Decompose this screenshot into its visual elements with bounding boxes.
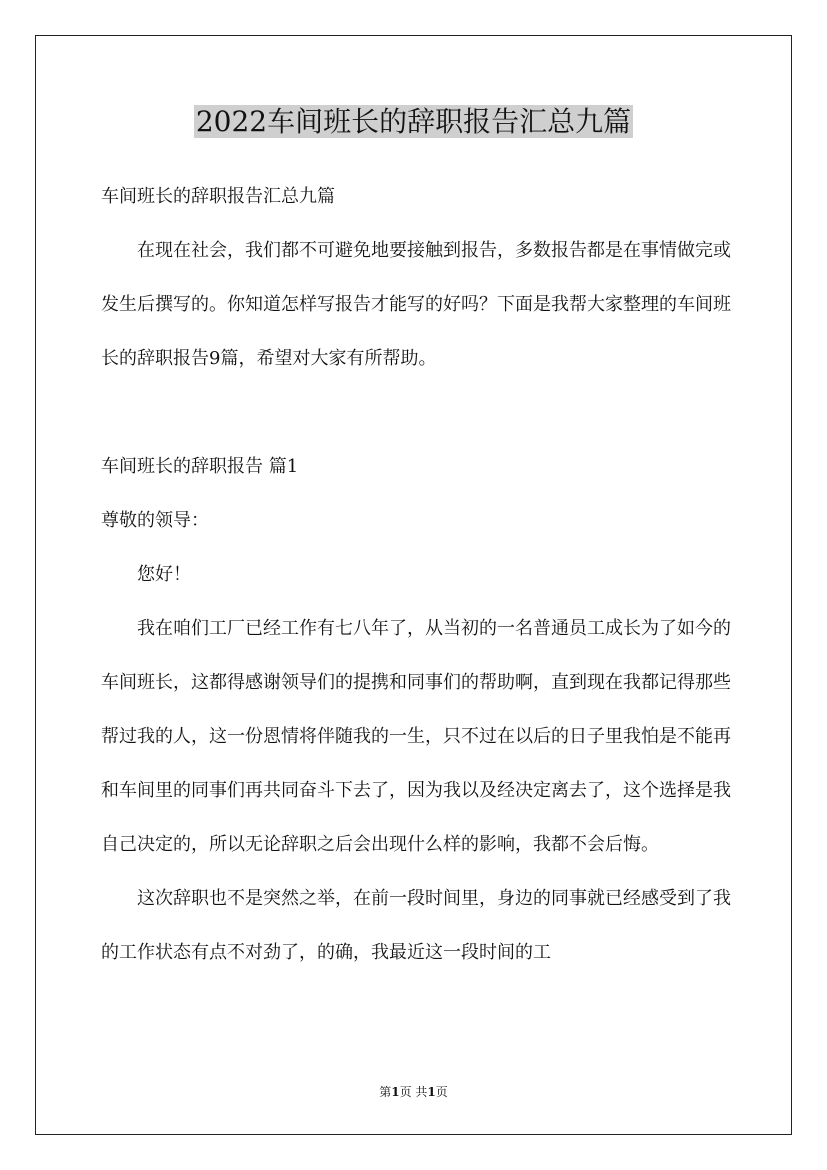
document-subtitle: 车间班长的辞职报告汇总九篇 (101, 186, 335, 207)
body-paragraph-1: 我在咱们工厂已经工作有七八年了，从当初的一名普通员工成长为了如今的车间班长，这都得感谢领导们的提携和同事们的帮助啊，直到现在我都记得那些帮过我的人，这一份恩情将伴随我的一生，只不过在以后的日子里我怕是不能再和车间里的同事们再共同奋斗下去了，因为我以及经决定离去了，这个选择是我自己决定的，所以无论辞职之后会出现什么样的影响，我都不会后悔。 (101, 618, 731, 855)
document-title (0, 100, 827, 144)
blank-line (101, 386, 731, 440)
page-prefix: 第 (379, 1085, 392, 1099)
document-body (101, 170, 731, 980)
page-mid: 页 共 (399, 1085, 428, 1099)
body-paragraph-2: 这次辞职也不是突然之举，在前一段时间里，身边的同事就已经感受到了我的工作状态有点不对劲了，的确，我最近这一段时间的工 (101, 888, 731, 963)
document-title-text: 2022车间班长的辞职报告汇总九篇 (195, 105, 632, 138)
salutation: 尊敬的领导： (101, 510, 209, 531)
section-heading: 车间班长的辞职报告 篇1 (101, 456, 299, 477)
intro-paragraph: 在现在社会，我们都不可避免地要接触到报告，多数报告都是在事情做完或发生后撰写的。你知道怎样写报告才能写的好吗？下面是我帮大家整理的车间班长的辞职报告9篇，希望对大家有所帮助。 (101, 240, 731, 369)
page-suffix: 页 (435, 1085, 448, 1099)
greeting: 您好！ (137, 564, 191, 585)
page-total-number: 1 (427, 1085, 436, 1099)
page-current-number: 1 (391, 1085, 400, 1099)
page-footer (0, 1083, 827, 1100)
